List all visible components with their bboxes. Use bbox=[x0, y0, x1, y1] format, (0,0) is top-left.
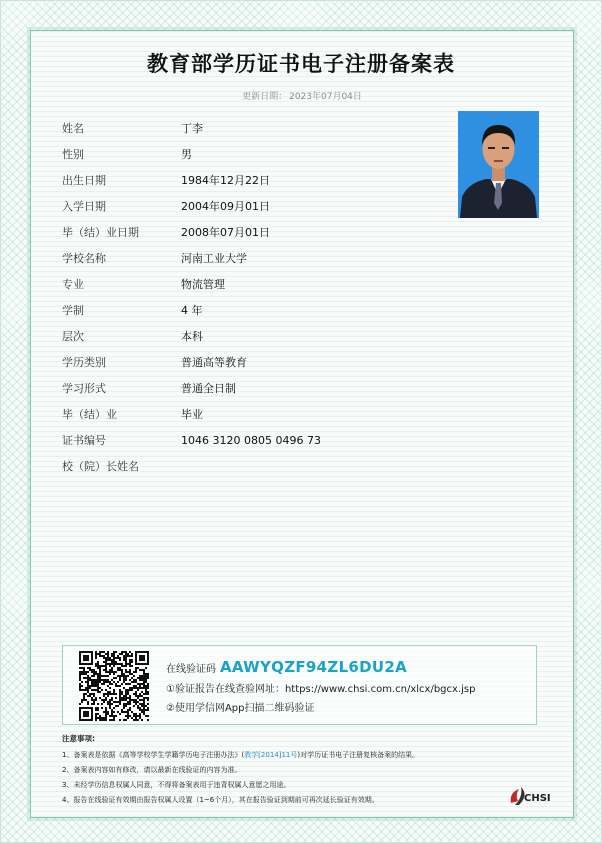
chsi-logo-text: CHSI bbox=[524, 793, 551, 804]
field-label: 毕（结）业 bbox=[62, 408, 117, 421]
field-row bbox=[62, 458, 442, 484]
note-item: 3、未经学历信息权属人同意，不得将备案表用于违背权属人意愿之用途。 bbox=[62, 781, 291, 789]
field-label: 性别 bbox=[62, 148, 84, 161]
update-date-value: 2023年07月04日 bbox=[289, 92, 362, 102]
verification-code: AAWYQZF94ZL6DU2A bbox=[220, 658, 408, 676]
notes-section bbox=[62, 733, 532, 810]
field-value: 毕业 bbox=[181, 408, 203, 421]
field-row bbox=[62, 120, 442, 146]
field-label: 校（院）长姓名 bbox=[62, 460, 139, 473]
field-label: 学历类别 bbox=[62, 356, 106, 369]
field-row bbox=[62, 302, 442, 328]
field-label: 姓名 bbox=[62, 122, 84, 135]
field-label: 入学日期 bbox=[62, 200, 106, 213]
notes-title: 注意事项: bbox=[62, 734, 95, 743]
verification-code-label: 在线验证码 bbox=[166, 664, 216, 675]
field-value: 本科 bbox=[181, 330, 203, 343]
note-item: 4、报告在线验证有效期由报告权属人设置（1~6个月），其在报告验证到期前可再次延长验证有效期。 bbox=[62, 796, 379, 804]
field-row bbox=[62, 172, 442, 198]
field-value: 1046 3120 0805 0496 73 bbox=[181, 434, 321, 447]
field-row bbox=[62, 146, 442, 172]
field-row bbox=[62, 380, 442, 406]
field-value: 河南工业大学 bbox=[181, 252, 247, 265]
field-label: 学校名称 bbox=[62, 252, 106, 265]
field-value: 丁李 bbox=[181, 122, 203, 135]
note-text: 1、备案表是依据《高等学校学生学籍学历电子注册办法》( bbox=[62, 751, 245, 759]
id-photo bbox=[458, 111, 539, 218]
field-value: 普通全日制 bbox=[181, 382, 236, 395]
note-item: 2、备案表内容如有修改，请以最新在线验证的内容为准。 bbox=[62, 766, 242, 774]
field-value: 物流管理 bbox=[181, 278, 225, 291]
field-row bbox=[62, 406, 442, 432]
field-row bbox=[62, 432, 442, 458]
qr-code[interactable] bbox=[79, 651, 149, 721]
update-date-label: 更新日期： bbox=[242, 92, 288, 102]
field-value: 普通高等教育 bbox=[181, 356, 247, 369]
field-row bbox=[62, 328, 442, 354]
field-label: 证书编号 bbox=[62, 434, 106, 447]
page-title: 教育部学历证书电子注册备案表 bbox=[147, 52, 455, 76]
note-text: )对学历证书电子注册复核备案的结果。 bbox=[297, 751, 420, 759]
field-label: 毕（结）业日期 bbox=[62, 226, 139, 239]
field-row bbox=[62, 224, 442, 250]
field-value: 2004年09月01日 bbox=[181, 200, 270, 213]
field-row bbox=[62, 276, 442, 302]
field-label: 学习形式 bbox=[62, 382, 106, 395]
field-value: 1984年12月22日 bbox=[181, 174, 270, 187]
field-row bbox=[62, 198, 442, 224]
regulation-link[interactable]: 教学[2014]11号 bbox=[244, 751, 298, 759]
field-value: 4 年 bbox=[181, 304, 203, 317]
field-label: 学制 bbox=[62, 304, 84, 317]
info-fields bbox=[62, 120, 442, 484]
field-label: 专业 bbox=[62, 278, 84, 291]
field-value: 2008年07月01日 bbox=[181, 226, 270, 239]
field-label: 层次 bbox=[62, 330, 84, 343]
verification-app-line: ②使用学信网App扫描二维码验证 bbox=[166, 703, 315, 714]
verification-url-line: ①验证报告在线查验网址：https://www.chsi.com.cn/xlcx/bgcx.jsp bbox=[166, 684, 476, 695]
note-item bbox=[62, 750, 532, 765]
verification-text bbox=[166, 658, 475, 716]
field-row bbox=[62, 250, 442, 276]
verification-box bbox=[62, 645, 537, 725]
field-value: 男 bbox=[181, 148, 192, 161]
update-date bbox=[0, 89, 602, 102]
field-label: 出生日期 bbox=[62, 174, 106, 187]
portrait-icon bbox=[458, 111, 539, 218]
field-row bbox=[62, 354, 442, 380]
